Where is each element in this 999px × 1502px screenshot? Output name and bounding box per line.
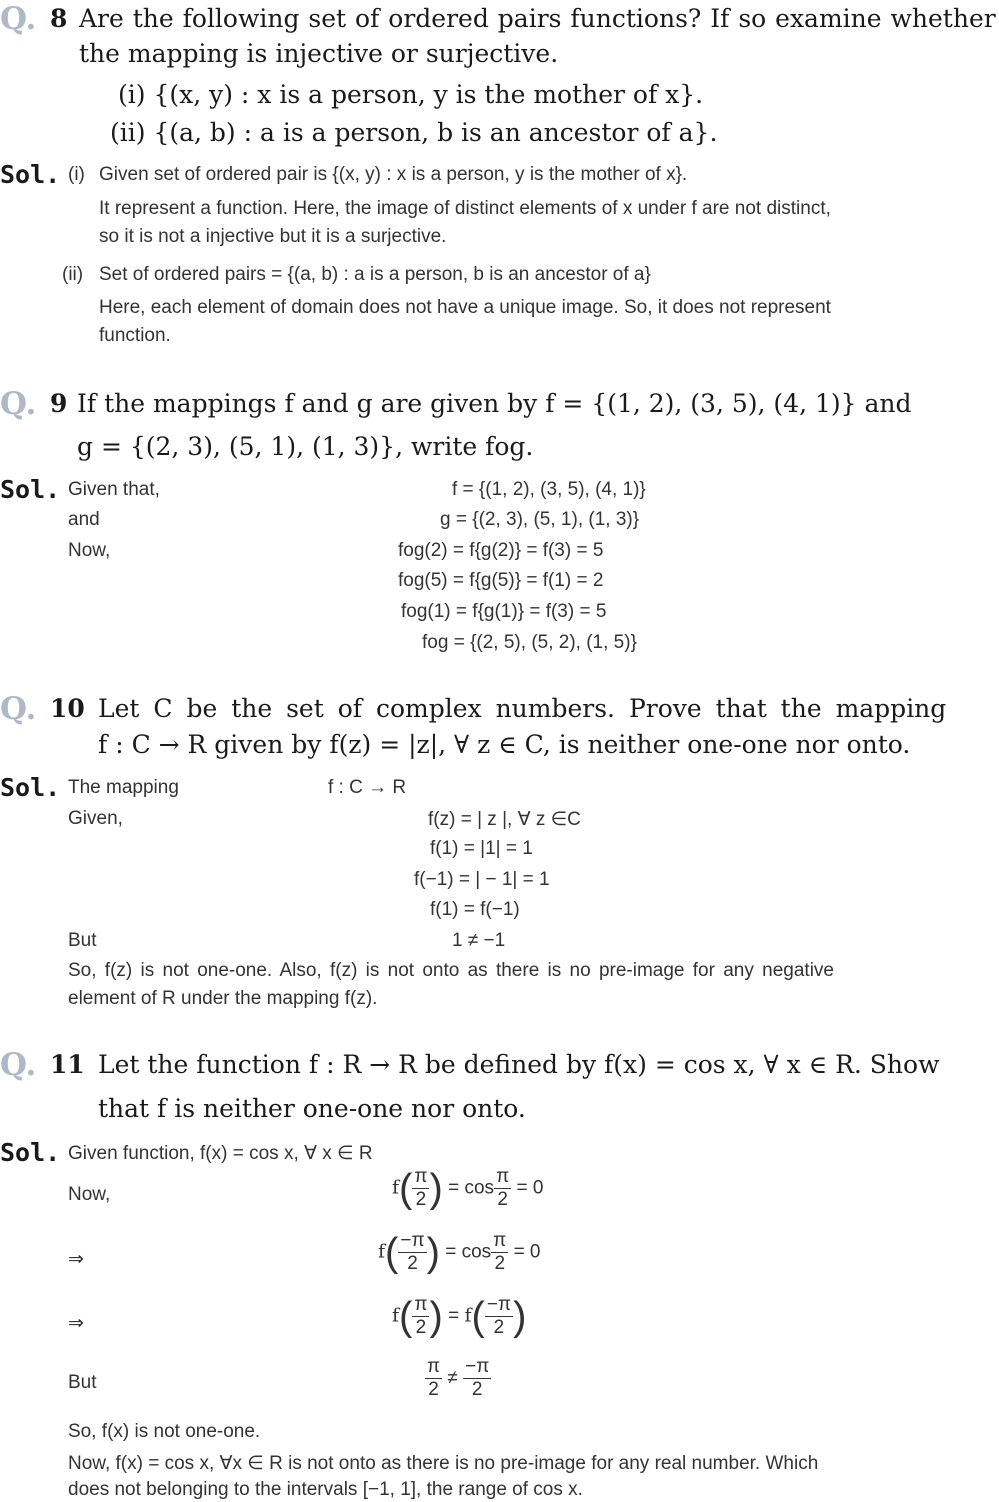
question-number-q11: 11 (50, 1050, 85, 1079)
sol-q10-but: But (68, 930, 97, 951)
question-option-q8-ii: (ii) {(a, b) : a is a person, b is an ancestor of a}. (110, 118, 718, 147)
sol-q9-eq-fog1: fog(1) = f{g(1)} = f(3) = 5 (401, 601, 607, 622)
sol-q10-given: Given, (68, 808, 123, 829)
sol-q10-mapping: The mapping (68, 777, 179, 798)
solution-label-q10: Sol. (0, 773, 61, 802)
question-mark-q10: Q. (0, 691, 37, 727)
sol-q9-eq-fog: fog = {(2, 5), (5, 2), (1, 5)} (422, 632, 637, 653)
sol-q11-eq-fnegpi2: f( $\frac{-\pi}{2}$ ) = cos $\frac{\pi}{2}$ = 0 (378, 1230, 541, 1275)
sol-q9-now: Now, (68, 540, 111, 561)
question-text-q10-line1: Let C be the set of complex numbers. Prove that the mapping (98, 694, 947, 723)
sol-q11-given: Given function, f(x) = cos x, ∀ x ∈ R (68, 1143, 373, 1164)
sol-q11-but: But (68, 1372, 97, 1393)
sol-q10-eq-f1: f(1) = |1| = 1 (430, 838, 533, 859)
sol-q11-eq-equal: f( $\frac{\pi}{2}$ ) = f( $\frac{-\pi}{2}$ ) (392, 1294, 527, 1339)
sol-q10-conclusion-line1: So, f(z) is not one-one. Also, f(z) is not onto as there is no pre-image for any negative (68, 960, 834, 981)
sol-q9-given: Given that, (68, 479, 160, 500)
question-text-q11-line1: Let the function f : R → R be defined by f(x) = cos x, ∀ x ∈ R. Show (98, 1050, 940, 1079)
sol-q10-eq-equal: f(1) = f(−1) (430, 899, 520, 920)
question-mark-q9: Q. (0, 386, 37, 422)
sol-q11-conclusion-line2: Now, f(x) = cos x, ∀x ∈ R is not onto as there is no pre-image for any real number. Which (68, 1453, 819, 1474)
sol-q11-eq-fpi2: f( $\frac{\pi}{2}$ ) = cos $\frac{\pi}{2}$ = 0 (392, 1166, 544, 1211)
sol-q11-implies-1: ⇒ (68, 1249, 84, 1270)
question-mark-q8: Q. (0, 1, 37, 37)
sol-q8-i-label: (i) (68, 164, 85, 185)
solution-label-q9: Sol. (0, 475, 61, 504)
question-option-q8-i: (i) {(x, y) : x is a person, y is the mother of x}. (118, 80, 704, 109)
sol-q11-eq-neq: $\frac{\pi}{2}$ ≠ $\frac{-\pi}{2}$ (427, 1356, 490, 1400)
sol-q11-now: Now, (68, 1184, 111, 1205)
solution-label-q8: Sol. (0, 160, 61, 189)
question-text-q11-line2: that f is neither one-one nor onto. (98, 1094, 526, 1123)
question-number-q9: 9 (50, 389, 68, 418)
sol-q11-implies-2: ⇒ (68, 1313, 84, 1334)
question-text-q10-line2: f : C → R given by f(z) = |z|, ∀ z ∈ C, is neither one-one nor onto. (98, 730, 911, 759)
sol-q10-eq-neq: 1 ≠ −1 (452, 930, 506, 951)
question-number-q8: 8 (50, 4, 68, 33)
question-number-q10: 10 (50, 694, 85, 723)
sol-q8-ii-line2: Here, each element of domain does not have a unique image. So, it does not represent (99, 297, 831, 318)
solution-label-q11: Sol. (0, 1138, 61, 1167)
sol-q9-and: and (68, 509, 100, 530)
sol-q8-i-line1: Given set of ordered pair is {(x, y) : x is a person, y is the mother of x}. (99, 164, 688, 185)
question-text-q9-line1: If the mappings f and g are given by f = {(1, 2), (3, 5), (4, 1)} and (77, 389, 912, 418)
sol-q8-ii-label: (ii) (62, 264, 84, 285)
sol-q10-conclusion-line2: element of R under the mapping f(z). (68, 988, 378, 1009)
sol-q8-ii-line1: Set of ordered pairs = {(a, b) : a is a person, b is an ancestor of a} (99, 264, 651, 285)
sol-q8-i-line2: It represent a function. Here, the image of distinct elements of x under f are not distinct, (99, 198, 831, 219)
sol-q8-i-line3: so it is not a injective but it is a surjective. (99, 226, 447, 247)
question-text-q8-line2: the mapping is injective or surjective. (79, 39, 559, 68)
question-text-q8-line1: Are the following set of ordered pairs functions? If so examine whether (79, 4, 996, 33)
sol-q9-eq-f: f = {(1, 2), (3, 5), (4, 1)} (452, 479, 646, 500)
sol-q10-eq-def: f(z) = | z |, ∀ z ∈C (428, 809, 581, 830)
question-mark-q11: Q. (0, 1047, 37, 1083)
sol-q10-eq-fneg1: f(−1) = | − 1| = 1 (414, 869, 550, 890)
sol-q9-eq-g: g = {(2, 3), (5, 1), (1, 3)} (440, 509, 640, 530)
sol-q10-eq-map: f : C → R (328, 777, 407, 798)
sol-q11-conclusion-line1: So, f(x) is not one-one. (68, 1421, 261, 1442)
sol-q9-eq-fog2: fog(2) = f{g(2)} = f(3) = 5 (398, 540, 604, 561)
sol-q9-eq-fog5: fog(5) = f{g(5)} = f(1) = 2 (398, 570, 604, 591)
sol-q11-conclusion-line3: does not belonging to the intervals [−1, 1], the range of cos x. (68, 1479, 583, 1500)
sol-q8-ii-line3: function. (99, 325, 171, 346)
question-text-q9-line2: g = {(2, 3), (5, 1), (1, 3)}, write fog. (77, 432, 534, 461)
